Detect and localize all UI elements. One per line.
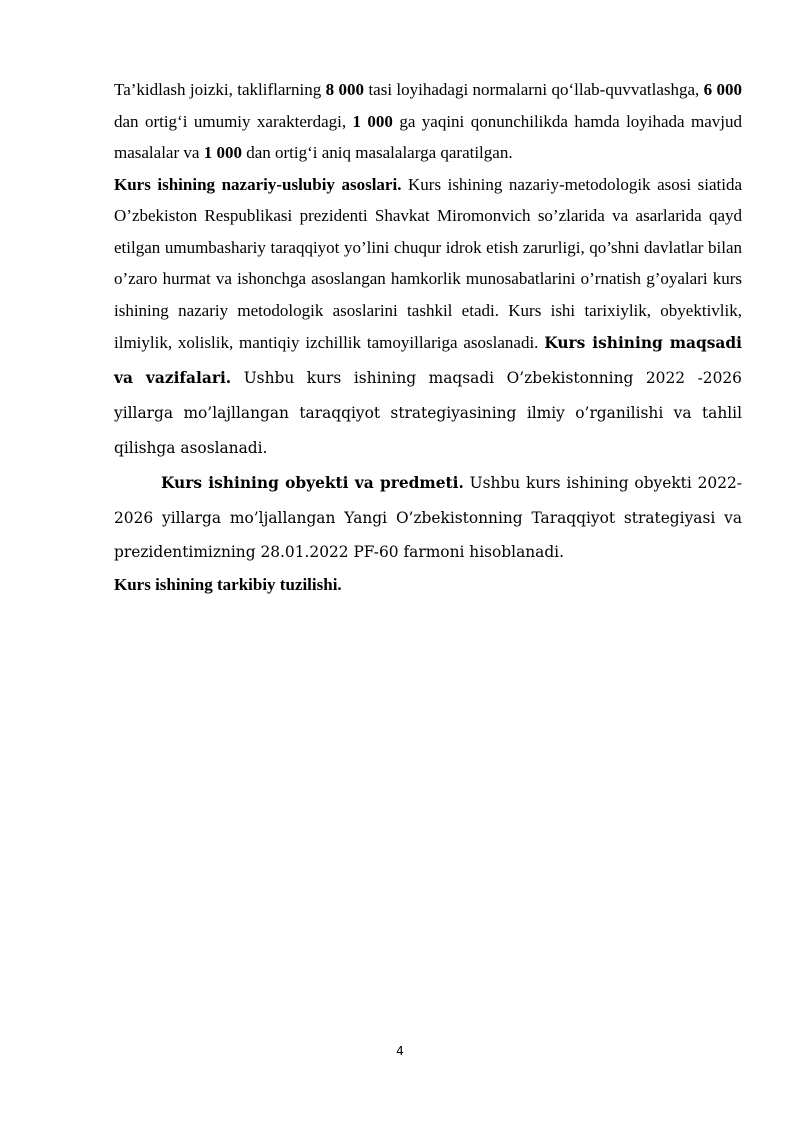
paragraph-proposals xyxy=(114,74,742,169)
section-heading-object: Kurs ishining obyekti va predmeti. xyxy=(161,474,464,492)
paragraph-methodology xyxy=(114,175,742,353)
page-number: 4 xyxy=(396,1044,404,1058)
document-page xyxy=(114,74,742,600)
number-highlight: 1 000 xyxy=(352,111,393,131)
section-text-object: Ushbu kurs ishining obyekti 2022-2026 yillarga mo’ljallangan Yangi O’zbekistonning Taraqqiyot strategiyasi va prezidentimizning 28.01.2022 PF-60 farmoni hisoblanadi. xyxy=(114,474,742,561)
text-segment: Ta’kidlash joizki, takliflarning xyxy=(114,80,322,99)
paragraph-methodology-and-purpose xyxy=(114,169,742,467)
section-text-methodology: Kurs ishining nazariy-metodologik asosi siatida O’zbekiston Respublikasi prezidenti Shavkat Miromonvich so’zlarida va asarlarida qayd etilgan umumbashariy taraqqiyot yo’lini chuqur idrok etish zarurligi, qo’shni davlatlar bilan o’zaro hurmat va ishonchga asoslangan hamkorlik munosabatlarini o’rnatish g’oyalari kurs ishining nazariy metodologik asoslarini tashkil etadi. Kurs ishi tarixiylik, obyektivlik, ilmiylik, xolislik, mantiqiy izchillik tamoyillariga asoslanadi. xyxy=(114,174,742,352)
section-heading-methodology: Kurs ishining nazariy-uslubiy asoslari. xyxy=(114,174,402,194)
paragraph-structure xyxy=(114,570,742,600)
text-segment: dan ortig‘i aniq masalalarga qaratilgan. xyxy=(246,143,513,162)
number-highlight: 6 000 xyxy=(703,80,743,99)
section-heading-purpose: Kurs ishining maqsadi va vazifalari. xyxy=(114,334,742,387)
section-text-purpose: Ushbu kurs ishining maqsadi O’zbekistonning 2022 -2026 yillarga mo’lajllangan taraqqiyot strategiyasining ilmiy o’rganilishi va tahlil qilishga asoslanadi. xyxy=(114,369,742,457)
number-highlight: 1 000 xyxy=(203,143,242,162)
text-segment: ga yaqini qonunchilikda hamda loyihada mavjud masalalar va xyxy=(114,111,743,162)
paragraph-object xyxy=(114,466,742,570)
paragraph-purpose xyxy=(114,334,742,457)
text-segment: tasi loyihadagi normalarni qo‘llab-quvvatlashga, xyxy=(368,80,700,99)
number-highlight: 8 000 xyxy=(325,80,365,99)
section-heading-structure: Kurs ishining tarkibiy tuzilishi. xyxy=(114,574,342,594)
text-segment: dan ortig‘i umumiy xarakterdagi, xyxy=(114,111,347,131)
